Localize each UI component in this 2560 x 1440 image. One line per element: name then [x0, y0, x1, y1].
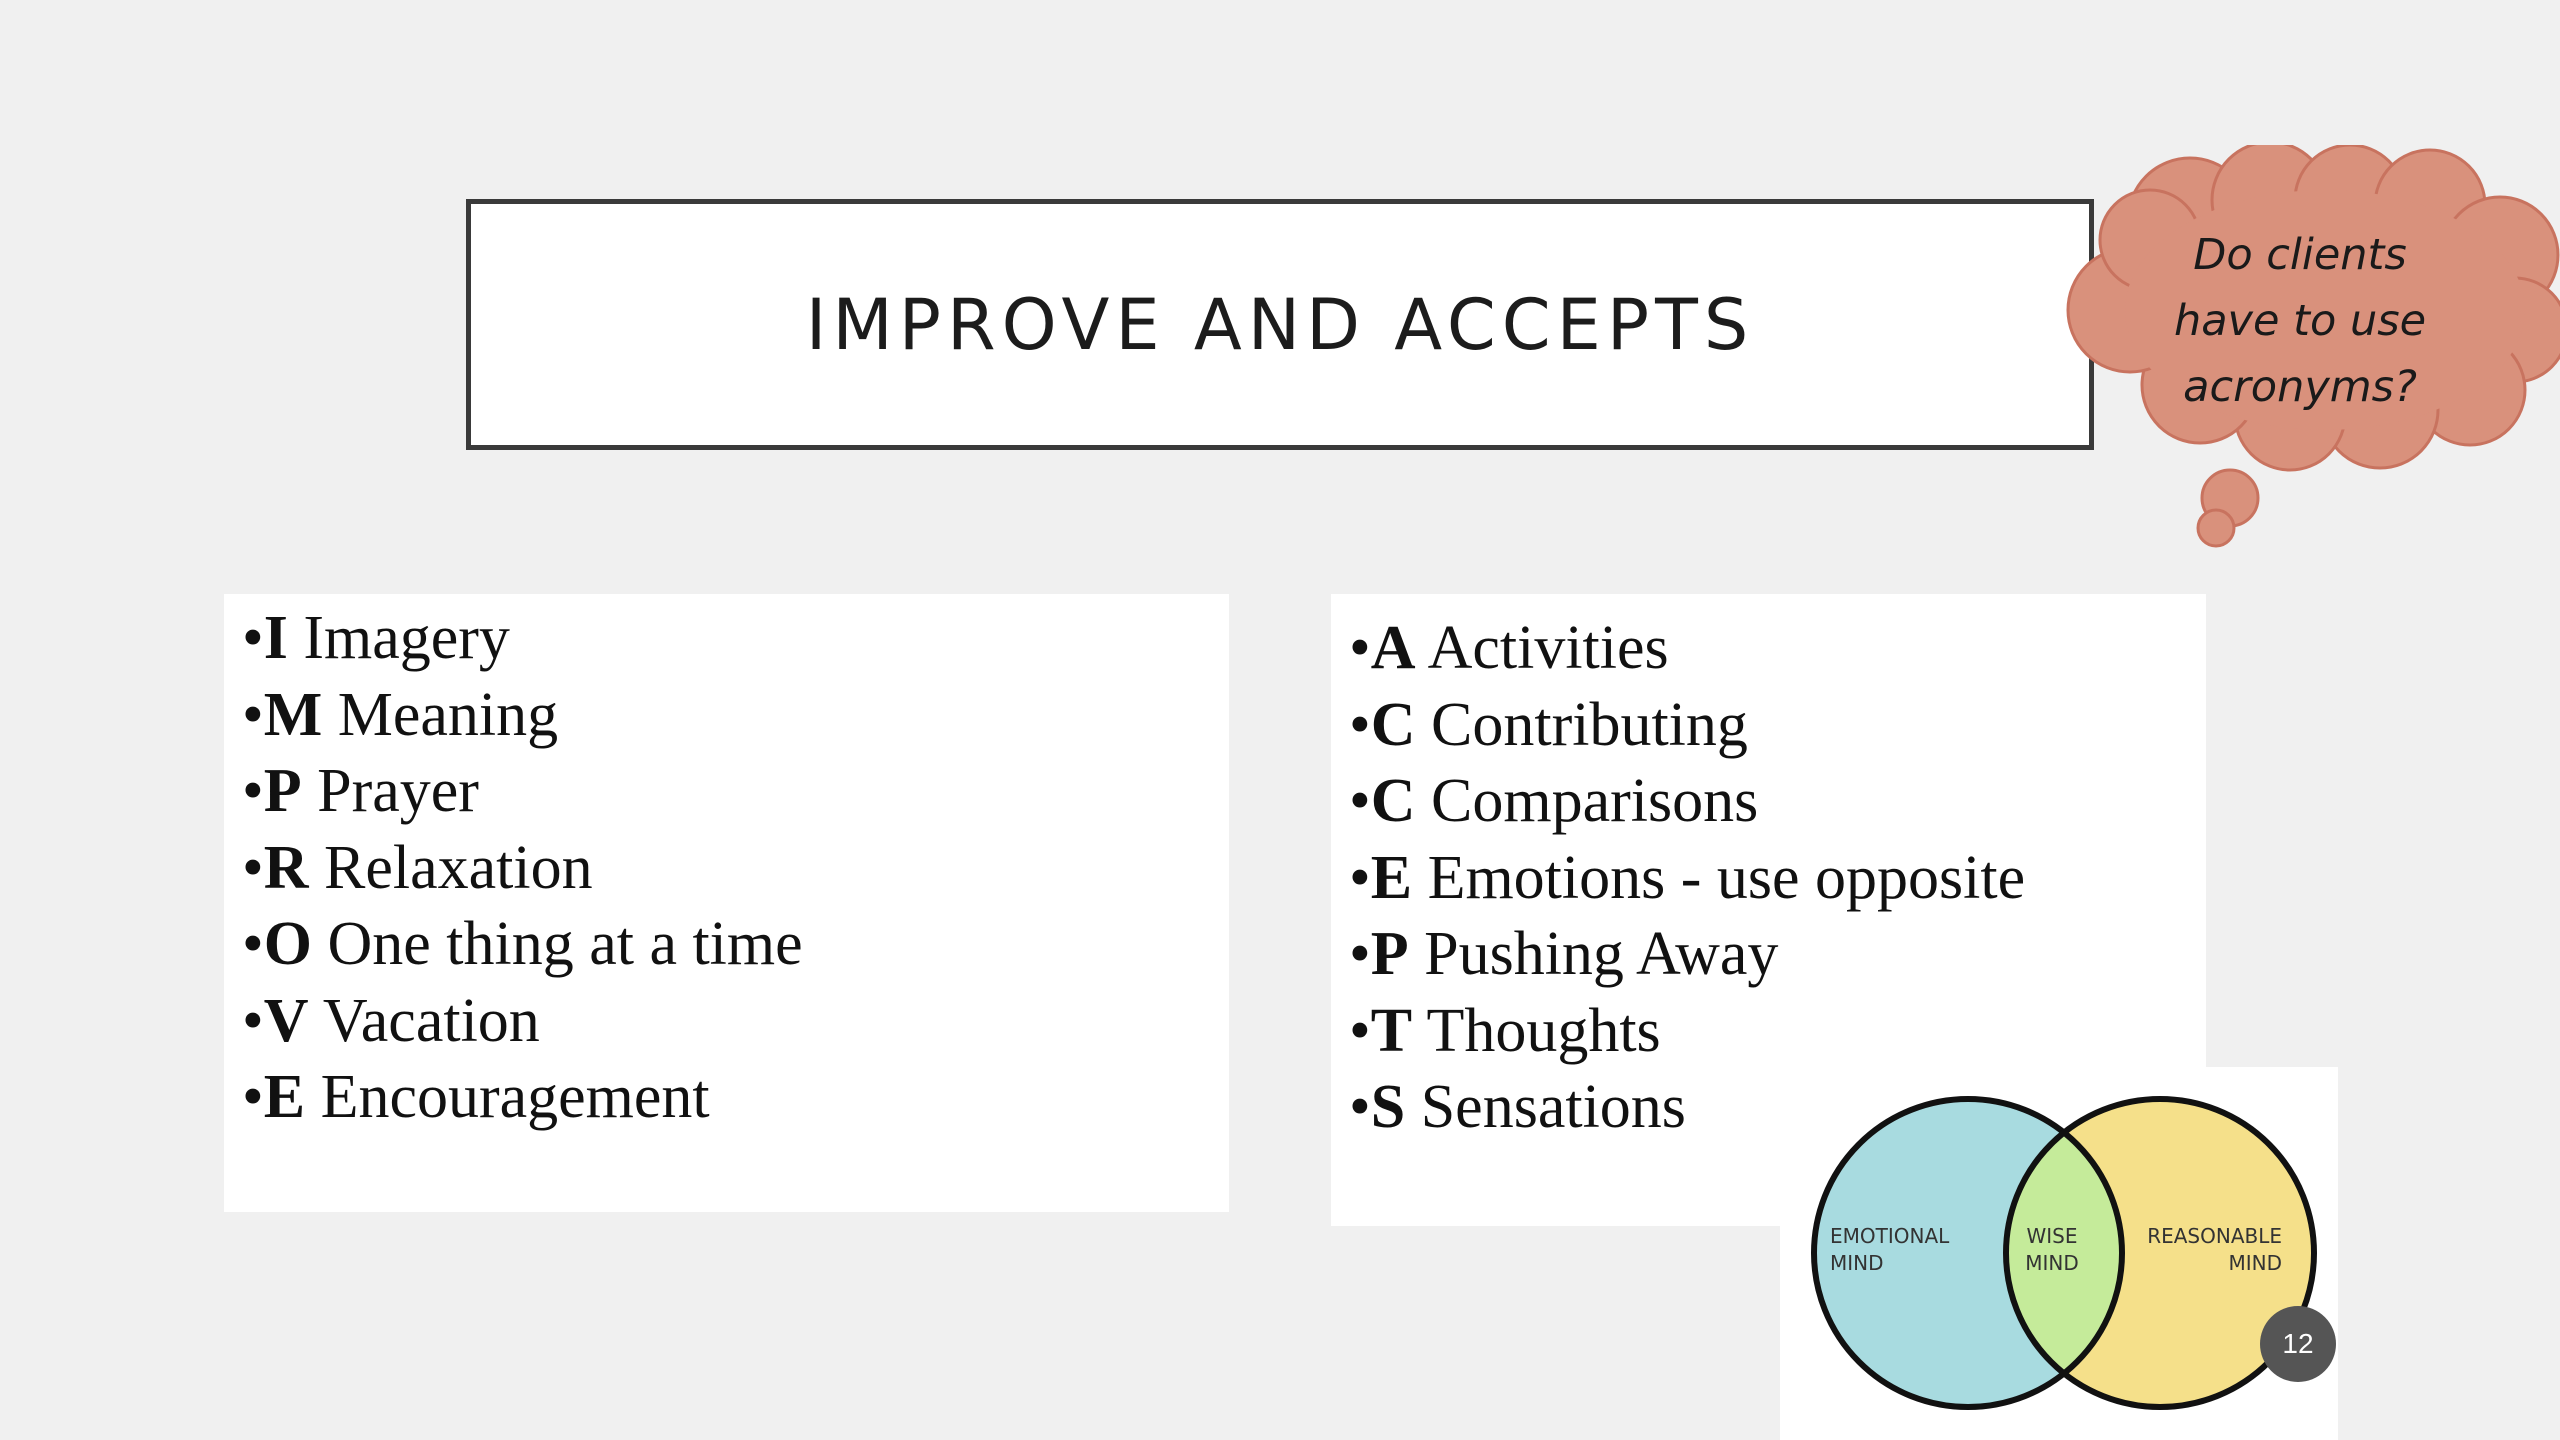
emotional-mind-label-2: MIND: [1830, 1251, 1884, 1275]
thought-line-3: acronyms?: [2183, 362, 2417, 412]
thought-line-2: have to use: [2173, 296, 2427, 346]
improve-list: [242, 600, 803, 1136]
thought-line-1: Do clients: [2193, 230, 2407, 280]
venn-diagram-panel: [1780, 1067, 2338, 1440]
improve-item: •I Imagery: [242, 604, 510, 672]
reasonable-mind-label-1: REASONABLE: [2147, 1224, 2282, 1248]
accepts-item: •T Thoughts: [1349, 996, 1661, 1065]
improve-item: •M Meaning: [242, 680, 559, 749]
venn-diagram: [1780, 1067, 2338, 1440]
improve-item: •E Encouragement: [242, 1063, 710, 1131]
improve-item: •R Relaxation: [242, 833, 593, 902]
slide-title-box: [466, 199, 2094, 450]
accepts-item: •E Emotions - use opposite: [1349, 843, 2026, 912]
improve-list-box: [224, 594, 1229, 1212]
emotional-mind-label-1: EMOTIONAL: [1830, 1224, 1950, 1248]
accepts-item: •S Sensations: [1349, 1073, 1686, 1141]
improve-item: •O One thing at a time: [242, 910, 803, 978]
accepts-item: •A Activities: [1349, 614, 1669, 682]
accepts-item: •P Pushing Away: [1349, 920, 1779, 988]
reasonable-mind-label-2: MIND: [2228, 1251, 2282, 1275]
accepts-item: •C Comparisons: [1349, 767, 1759, 835]
page-number-badge: 12: [2260, 1306, 2336, 1382]
accepts-item: •C Contributing: [1349, 690, 1748, 759]
slide-title: IMPROVE AND ACCEPTS: [805, 283, 1755, 366]
wise-mind-label-2: MIND: [2025, 1251, 2079, 1275]
wise-mind-label-1: WISE: [2026, 1224, 2078, 1248]
thought-bubble-text: [2140, 222, 2460, 420]
improve-item: •V Vacation: [242, 986, 540, 1055]
improve-item: •P Prayer: [242, 757, 479, 825]
accepts-list: [1349, 610, 2025, 1146]
